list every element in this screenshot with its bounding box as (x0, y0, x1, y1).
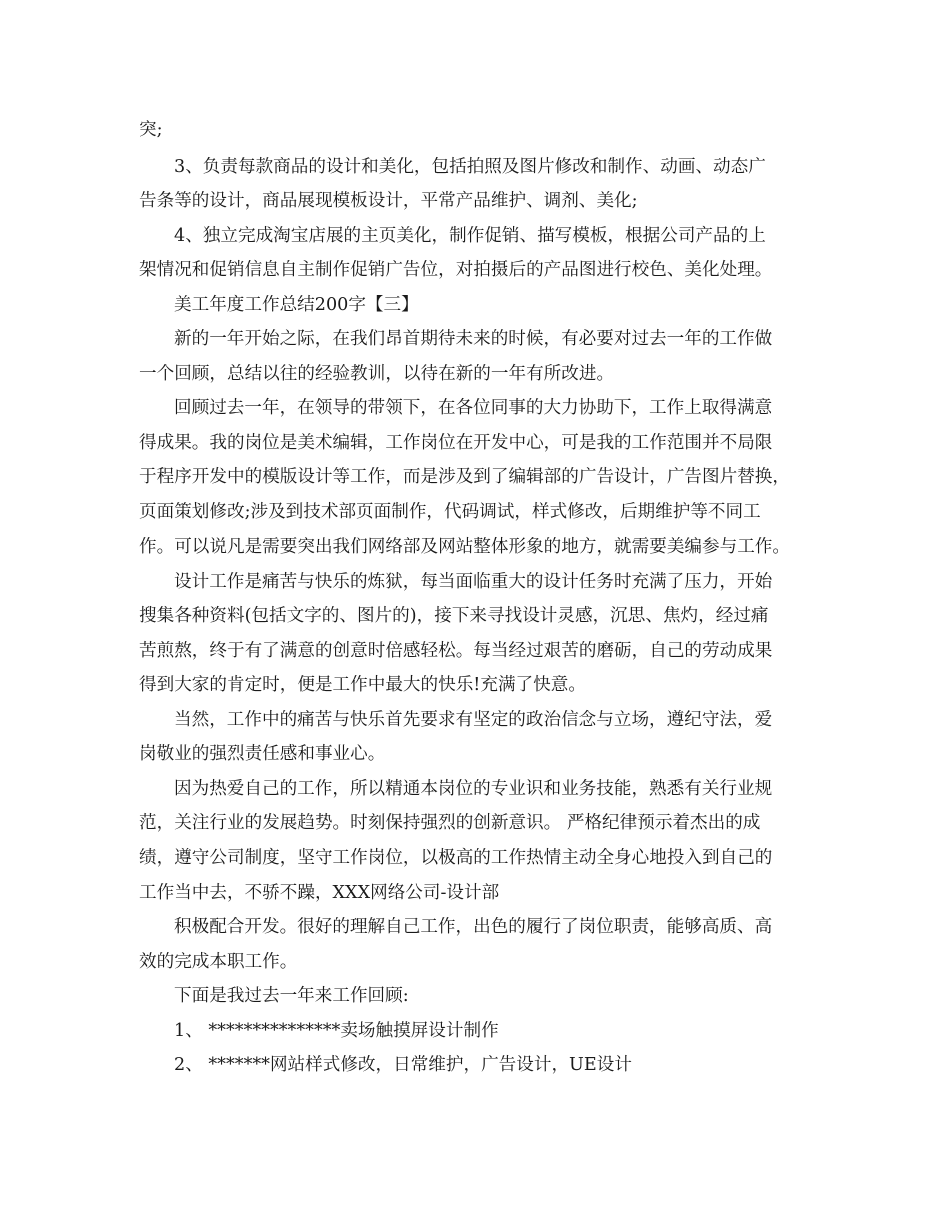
text-line: 工作当中去，不骄不躁，XXX网络公司-设计部 (139, 883, 500, 903)
text-line: 下面是我过去一年来工作回顾: (174, 986, 409, 1006)
text-line: 3、负责每款商品的设计和美化，包括拍照及图片修改和制作、动画、动态广 (174, 157, 766, 177)
text-line: 积极配合开发。很好的理解自己工作，出色的履行了岗位职责，能够高质、高 (174, 917, 773, 937)
text-line: 作。可以说凡是需要突出我们网络部及网站整体形象的地方，就需要美编参与工作。 (139, 537, 790, 557)
text-line: 于程序开发中的模版设计等工作，而是涉及到了编辑部的广告设计，广告图片替换， (139, 467, 790, 487)
text-line: 因为热爱自己的工作，所以精通本岗位的专业识和业务技能，熟悉有关行业规 (174, 779, 773, 799)
section-heading: 美工年度工作总结200字【三】 (174, 295, 419, 315)
text-line: 页面策划修改;涉及到技术部页面制作，代码调试，样式修改，后期维护等不同工 (139, 502, 761, 522)
text-line: 设计工作是痛苦与快乐的炼狱，每当面临重大的设计任务时充满了压力，开始 (174, 572, 773, 592)
text-line: 苦煎熬，终于有了满意的创意时倍感轻松。每当经过艰苦的磨砺，自己的劳动成果 (139, 641, 773, 661)
list-item: 2、 *******网站样式修改，日常维护，广告设计，UE设计 (174, 1055, 632, 1075)
text-line: 效的完成本职工作。 (139, 952, 298, 972)
text-line: 一个回顾，总结以往的经验教训，以待在新的一年有所改进。 (139, 364, 615, 384)
text-line: 得成果。我的岗位是美术编辑，工作岗位在开发中心，可是我的工作范围并不局限 (139, 433, 773, 453)
text-line: 范，关注行业的发展趋势。时刻保持强烈的创新意识。 严格纪律预示着杰出的成 (139, 813, 761, 833)
text-line: 告条等的设计，商品展现模板设计，平常产品维护、调剂、美化; (139, 191, 638, 211)
text-line: 回顾过去一年，在领导的带领下，在各位同事的大力协助下，工作上取得满意 (174, 398, 773, 418)
text-line: 搜集各种资料(包括文字的、图片的)，接下来寻找设计灵感，沉思、焦灼，经过痛 (139, 606, 769, 626)
text-line: 当然，工作中的痛苦与快乐首先要求有坚定的政治信念与立场，遵纪守法，爱 (174, 710, 773, 730)
list-item: 1、 ***************卖场触摸屏设计制作 (174, 1021, 499, 1041)
text-line: 突; (139, 120, 163, 140)
text-line: 架情况和促销信息自主制作促销广告位，对拍摄后的产品图进行校色、美化处理。 (139, 260, 773, 280)
text-line: 新的一年开始之际，在我们昂首期待未来的时候，有必要对过去一年的工作做 (174, 329, 773, 349)
text-line: 4、独立完成淘宝店展的主页美化，制作促销、描写模板，根据公司产品的上 (174, 226, 766, 246)
text-line: 岗敬业的强烈责任感和事业心。 (139, 744, 386, 764)
text-line: 绩，遵守公司制度，坚守工作岗位，以极高的工作热情主动全身心地投入到自己的 (139, 848, 773, 868)
text-line: 得到大家的肯定时，便是工作中最大的快乐!充满了快意。 (139, 675, 586, 695)
